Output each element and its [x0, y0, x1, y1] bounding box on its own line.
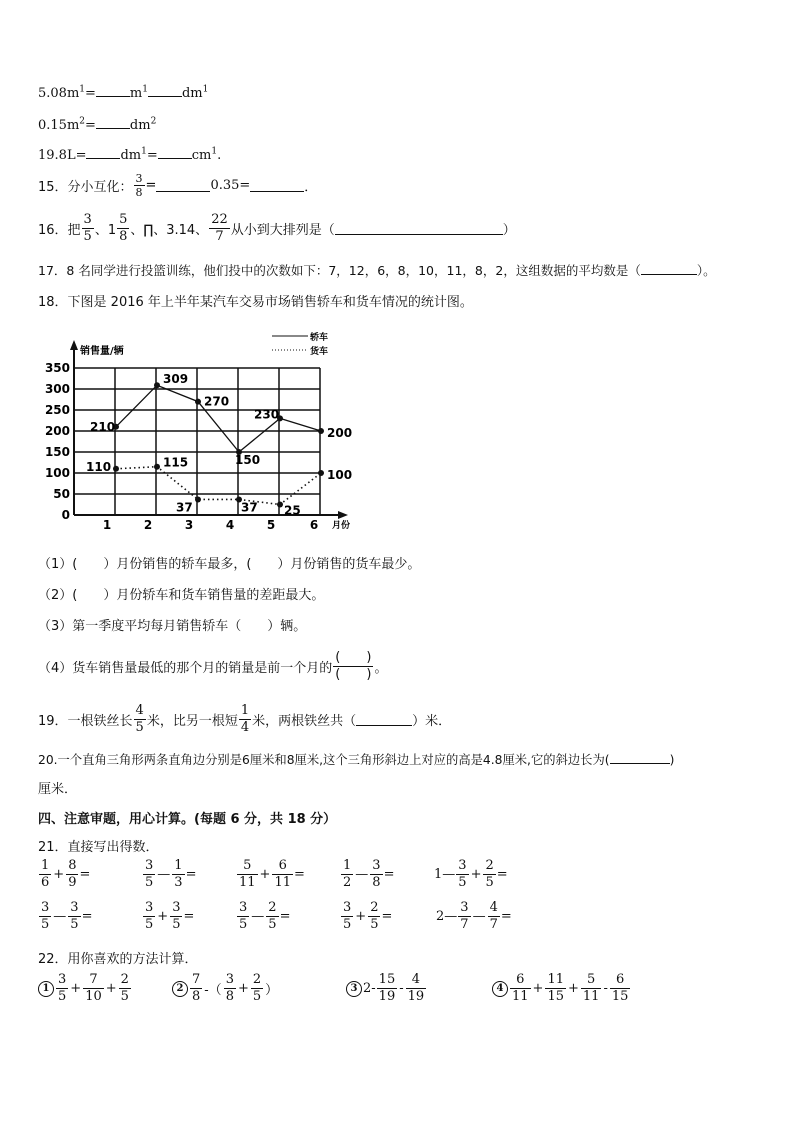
- data-point: [113, 466, 119, 472]
- answer-blank[interactable]: [96, 84, 130, 97]
- data-label: 200: [327, 426, 353, 440]
- calc-expression: $\frac{1}{2}$ — $\frac{3}{8}$ =: [343, 858, 395, 890]
- question-21: 21．直接写出得数．: [38, 840, 159, 855]
- data-point: [318, 428, 324, 434]
- data-point: [318, 470, 324, 476]
- question-22: 22．用你喜欢的方法计算．: [38, 952, 198, 967]
- data-label: 37: [176, 500, 193, 515]
- fraction: $\frac{22}{7}$: [211, 212, 228, 244]
- y-tick-label: 50: [53, 487, 70, 501]
- data-label: 115: [163, 455, 189, 470]
- x-tick-label: 3: [184, 518, 194, 530]
- y-axis-label: 销售量/辆: [80, 346, 124, 357]
- answer-blank[interactable]: [148, 84, 182, 97]
- legend-label: 轿车: [310, 333, 329, 343]
- question-16: 16．把 $\frac{3}{5}$ 、1 $\frac{5}{8}$ 、∏、3.14、 $\frac{22}{7}$ 从小到大排列是（ ）: [38, 212, 516, 244]
- x-tick-label: 1: [102, 518, 112, 530]
- calc-item-1: 1 $\frac{3}{5}$ + $\frac{7}{10}$ + $\frac{2}{5}$: [38, 972, 132, 1005]
- data-label: 100: [327, 468, 353, 482]
- data-label: 37: [241, 500, 258, 515]
- y-tick-label: 300: [44, 382, 70, 396]
- data-point: [195, 496, 201, 502]
- calc-expression: $\frac{3}{5}$ + $\frac{3}{5}$ =: [145, 900, 195, 932]
- calc-expression: 1— $\frac{3}{5}$ + $\frac{2}{5}$ =: [434, 858, 508, 890]
- question-18-4: （4）货车销售量最低的那个月的销量是前一个月的 $\frac{( )}{( )}$ 。: [38, 650, 388, 682]
- circled-number-3: 3: [346, 981, 362, 997]
- y-tick-label: 200: [44, 424, 70, 438]
- calc-expression: $\frac{5}{11}$ + $\frac{6}{11}$ =: [239, 858, 305, 890]
- data-point: [154, 382, 160, 388]
- x-tick-label: 5: [266, 518, 276, 530]
- data-label: 230: [254, 407, 280, 422]
- answer-blank[interactable]: [335, 222, 503, 235]
- question-20: 20.一个直角三角形两条直角边分别是6厘米和8厘米,这个三角形斜边上对应的高是4.8厘米,它的斜边长为( ): [38, 753, 675, 767]
- y-tick-label: 150: [44, 445, 70, 459]
- answer-blank[interactable]: [356, 713, 412, 726]
- x-tick-label: 6: [309, 518, 319, 530]
- question-15: 15．分小互化： $\frac{3}{8}$ = 0.35= ．: [38, 172, 318, 199]
- calc-expression: $\frac{3}{5}$ — $\frac{3}{5}$ =: [41, 900, 93, 932]
- answer-blank[interactable]: [610, 751, 670, 764]
- data-label: 210: [90, 419, 116, 434]
- fraction: $\frac{5}{8}$: [119, 212, 128, 244]
- calc-expression: $\frac{3}{5}$ — $\frac{2}{5}$ =: [239, 900, 291, 932]
- data-label: 150: [235, 453, 261, 467]
- data-label: 110: [86, 459, 112, 474]
- answer-blank[interactable]: [250, 179, 304, 192]
- y-tick-label: 0: [61, 508, 70, 522]
- calc-item-4: 4 $\frac{6}{11}$ + $\frac{11}{15}$ + $\frac{5}{11}$ - $\frac{6}{15}$: [492, 972, 631, 1005]
- data-label: 309: [163, 372, 189, 387]
- chart-grid: [74, 368, 320, 515]
- fraction: $\frac{3}{8}$: [135, 172, 143, 199]
- question-18-2: （2）( ）月份轿车和货车销售量的差距最大。: [38, 588, 325, 603]
- fraction: $\frac{4}{5}$: [135, 703, 144, 735]
- question-18: 18．下图是 2016 年上半年某汽车交易市场销售轿车和货车情况的统计图。: [38, 295, 473, 310]
- data-point: [154, 464, 160, 470]
- question-19: 19．一根铁丝长 $\frac{4}{5}$ 米，比另一根短 $\frac{1}{4}$ 米，两根铁丝共（ ）米．: [38, 703, 452, 735]
- x-axis-arrow: [338, 511, 348, 519]
- unit-conversion-1: $5.08m^1= m^1$ $dm^1$: [38, 84, 209, 101]
- question-18-1: （1）( ）月份销售的轿车最多，( ）月份销售的货车最少。: [38, 557, 421, 572]
- x-tick-label: 2: [143, 518, 153, 530]
- circled-number-2: 2: [172, 981, 188, 997]
- fraction: $\frac{1}{4}$: [240, 703, 250, 735]
- y-tick-label: 100: [44, 466, 70, 480]
- calc-expression: $\frac{3}{5}$ + $\frac{2}{5}$ =: [343, 900, 393, 932]
- chart-data-labels: [86, 372, 352, 517]
- data-point: [277, 502, 283, 508]
- data-label: 270: [204, 394, 230, 409]
- answer-blank[interactable]: [156, 179, 210, 192]
- answer-blank[interactable]: [86, 146, 120, 159]
- calc-expression: $\frac{3}{5}$ — $\frac{1}{3}$ =: [145, 858, 197, 890]
- data-label: 25: [284, 503, 301, 518]
- y-tick-label: 250: [44, 403, 70, 417]
- sales-line-chart: [38, 330, 378, 530]
- answer-blank[interactable]: [96, 116, 130, 129]
- fraction: $\frac{3}{5}$: [83, 212, 92, 244]
- y-axis-arrow: [70, 340, 78, 350]
- calc-item-2: 2 $\frac{7}{8}$ -（ $\frac{3}{8}$ + $\frac{2}{5}$ ）: [172, 972, 279, 1005]
- question-17: 17．8 名同学进行投篮训练，他们投中的次数如下：7，12，6，8，10，11，8，2，这组数据的平均数是（ ）。: [38, 263, 716, 278]
- x-tick-label: 4: [225, 518, 235, 530]
- calc-expression: $\frac{1}{6}$ + $\frac{8}{9}$ =: [41, 858, 91, 890]
- calc-item-3: 3 2- $\frac{15}{19}$ - $\frac{4}{19}$: [346, 972, 427, 1005]
- x-axis-label: 月份: [332, 521, 351, 530]
- answer-blank[interactable]: [158, 146, 192, 159]
- chart-legend: [272, 331, 328, 357]
- unit-conversion-2: $0.15m^2= dm^2$: [38, 116, 157, 133]
- question-18-3: （3）第一季度平均每月销售轿车（ ）辆。: [38, 619, 307, 634]
- calc-expression: 2— $\frac{3}{7}$ — $\frac{4}{7}$ =: [436, 900, 512, 932]
- unit-conversion-3: $19.8L= dm^1= cm^1$.: [38, 146, 222, 163]
- circled-number-4: 4: [492, 981, 508, 997]
- legend-label: 货车: [310, 347, 329, 357]
- section-4-heading: 四、注意审题，用心计算。(每题 6 分，共 18 分）: [38, 812, 337, 827]
- data-point: [195, 399, 201, 405]
- circled-number-1: 1: [38, 981, 54, 997]
- answer-blank[interactable]: [641, 262, 697, 275]
- y-tick-label: 350: [44, 361, 70, 375]
- question-20-unit: 厘米．: [38, 782, 78, 797]
